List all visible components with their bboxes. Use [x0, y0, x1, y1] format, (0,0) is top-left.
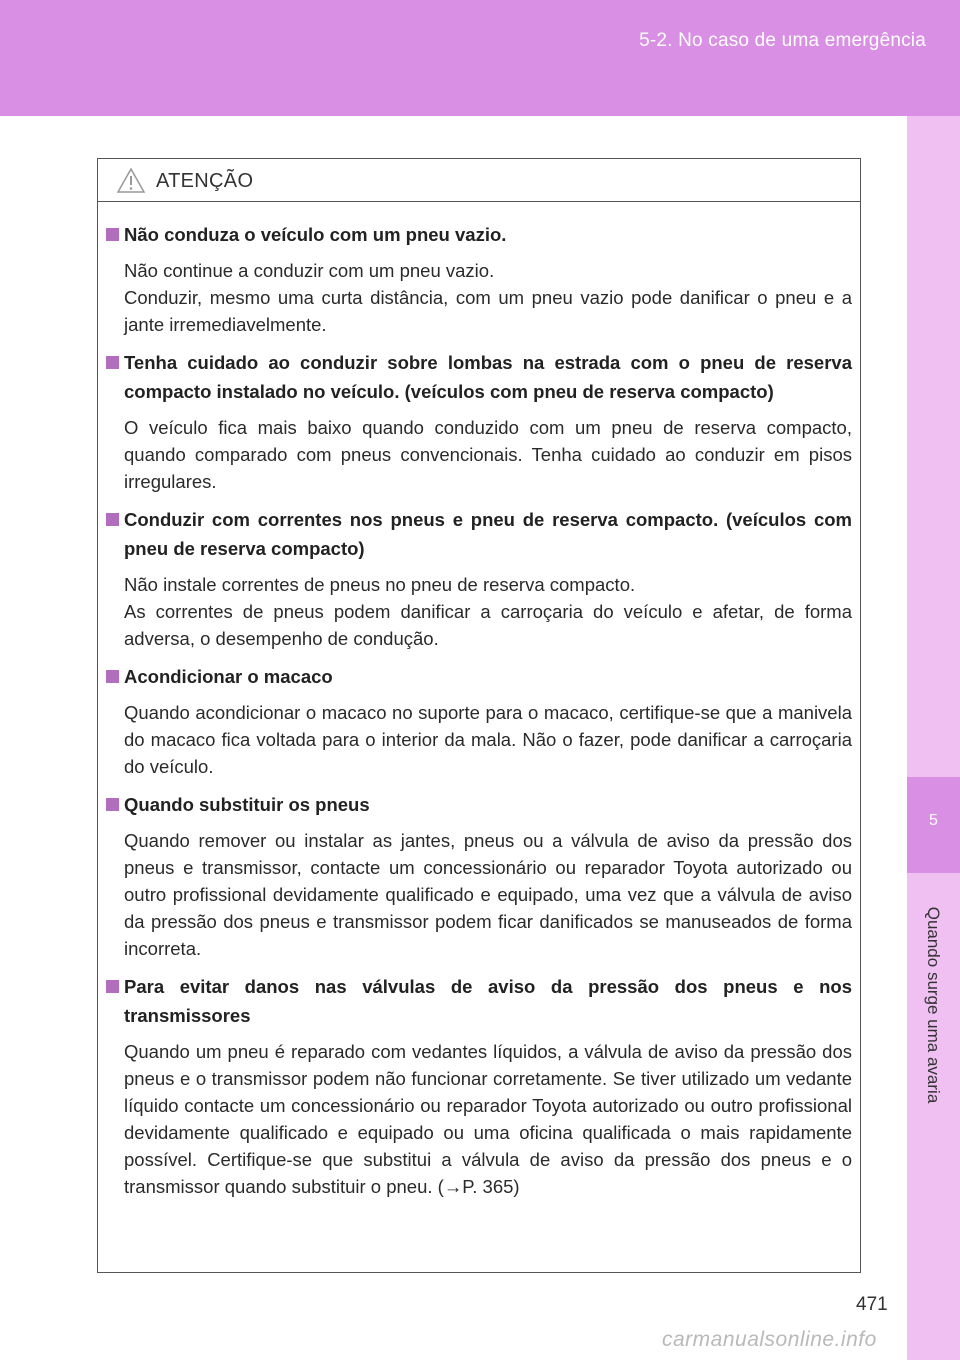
- header-band: [0, 0, 960, 116]
- page-number: 471: [856, 1294, 888, 1315]
- paragraph: Quando remover ou instalar as jantes, pneus ou a válvula de aviso da pressão dos pneus e transmissor, contacte um concessionário ou reparador Toyota autorizado ou outro profissional devidamente qualificado e equipado, uma vez que a válvula de aviso da pressão dos pneus e transmissor podem ficar danificados se manuseados de forma incorreta.: [124, 830, 852, 959]
- section-title: 5-2. No caso de uma emergência: [639, 30, 926, 51]
- paragraph: Conduzir, mesmo uma curta distância, com um pneu vazio pode danificar o pneu e a jante irremediavelmente.: [124, 287, 852, 335]
- paragraph: Quando acondicionar o macaco no suporte para o macaco, certifique-se que a manivela do macaco fica voltada para o interior da mala. Não o fazer, pode danificar a carroçaria do veículo.: [124, 702, 852, 777]
- warning-content: [98, 202, 860, 1200]
- section-heading: Para evitar danos nas válvulas de aviso da pressão dos pneus e nos transmissores: [106, 972, 852, 1030]
- square-bullet-icon: [106, 798, 119, 811]
- square-bullet-icon: [106, 228, 119, 241]
- paragraph: Não continue a conduzir com um pneu vazio.: [124, 260, 495, 281]
- section-heading: Não conduza o veículo com um pneu vazio.: [106, 220, 852, 249]
- section-heading: Acondicionar o macaco: [106, 662, 852, 691]
- warning-triangle-icon: [116, 167, 146, 194]
- section-heading: Conduzir com correntes nos pneus e pneu de reserva compacto. (veículos com pneu de reserva compacto): [106, 505, 852, 563]
- footer-watermark: carmanualsonline.info: [662, 1328, 877, 1351]
- paragraph: Não instale correntes de pneus no pneu de reserva compacto.: [124, 574, 636, 595]
- warning-box: [97, 158, 861, 1273]
- warning-title: ATENÇÃO: [156, 170, 254, 192]
- chapter-number: 5: [929, 812, 938, 829]
- square-bullet-icon: [106, 356, 119, 369]
- warning-header: [98, 159, 860, 202]
- paragraph: As correntes de pneus podem danificar a carroçaria do veículo e afetar, de forma adversa, o desempenho de condução.: [124, 601, 852, 649]
- section-heading: Tenha cuidado ao conduzir sobre lombas na estrada com o pneu de reserva compacto instalado no veículo. (veículos com pneu de reserva compacto): [106, 348, 852, 406]
- chapter-title: Quando surge uma avaria: [924, 906, 943, 1104]
- square-bullet-icon: [106, 670, 119, 683]
- paragraph: O veículo fica mais baixo quando conduzido com um pneu de reserva compacto, quando comparado com pneus convencionais. Tenha cuidado ao conduzir em pisos irregulares.: [124, 417, 852, 492]
- square-bullet-icon: [106, 513, 119, 526]
- square-bullet-icon: [106, 980, 119, 993]
- side-tab-upper: [907, 116, 960, 777]
- paragraph: Quando um pneu é reparado com vedantes líquidos, a válvula de aviso da pressão dos pneus e o transmissor podem não funcionar corretamente. Se tiver utilizado um vedante líquido contacte um concessionário ou reparador Toyota autorizado ou outro profissional devidamente qualificado e equipado ou uma oficina qualificada o mais rapidamente possível. Certifique-se que substitui a válvula de aviso da pressão dos pneus e o transmissor quando substituir o pneu. (→P. 365): [124, 1041, 852, 1197]
- section-heading: Quando substituir os pneus: [106, 790, 852, 819]
